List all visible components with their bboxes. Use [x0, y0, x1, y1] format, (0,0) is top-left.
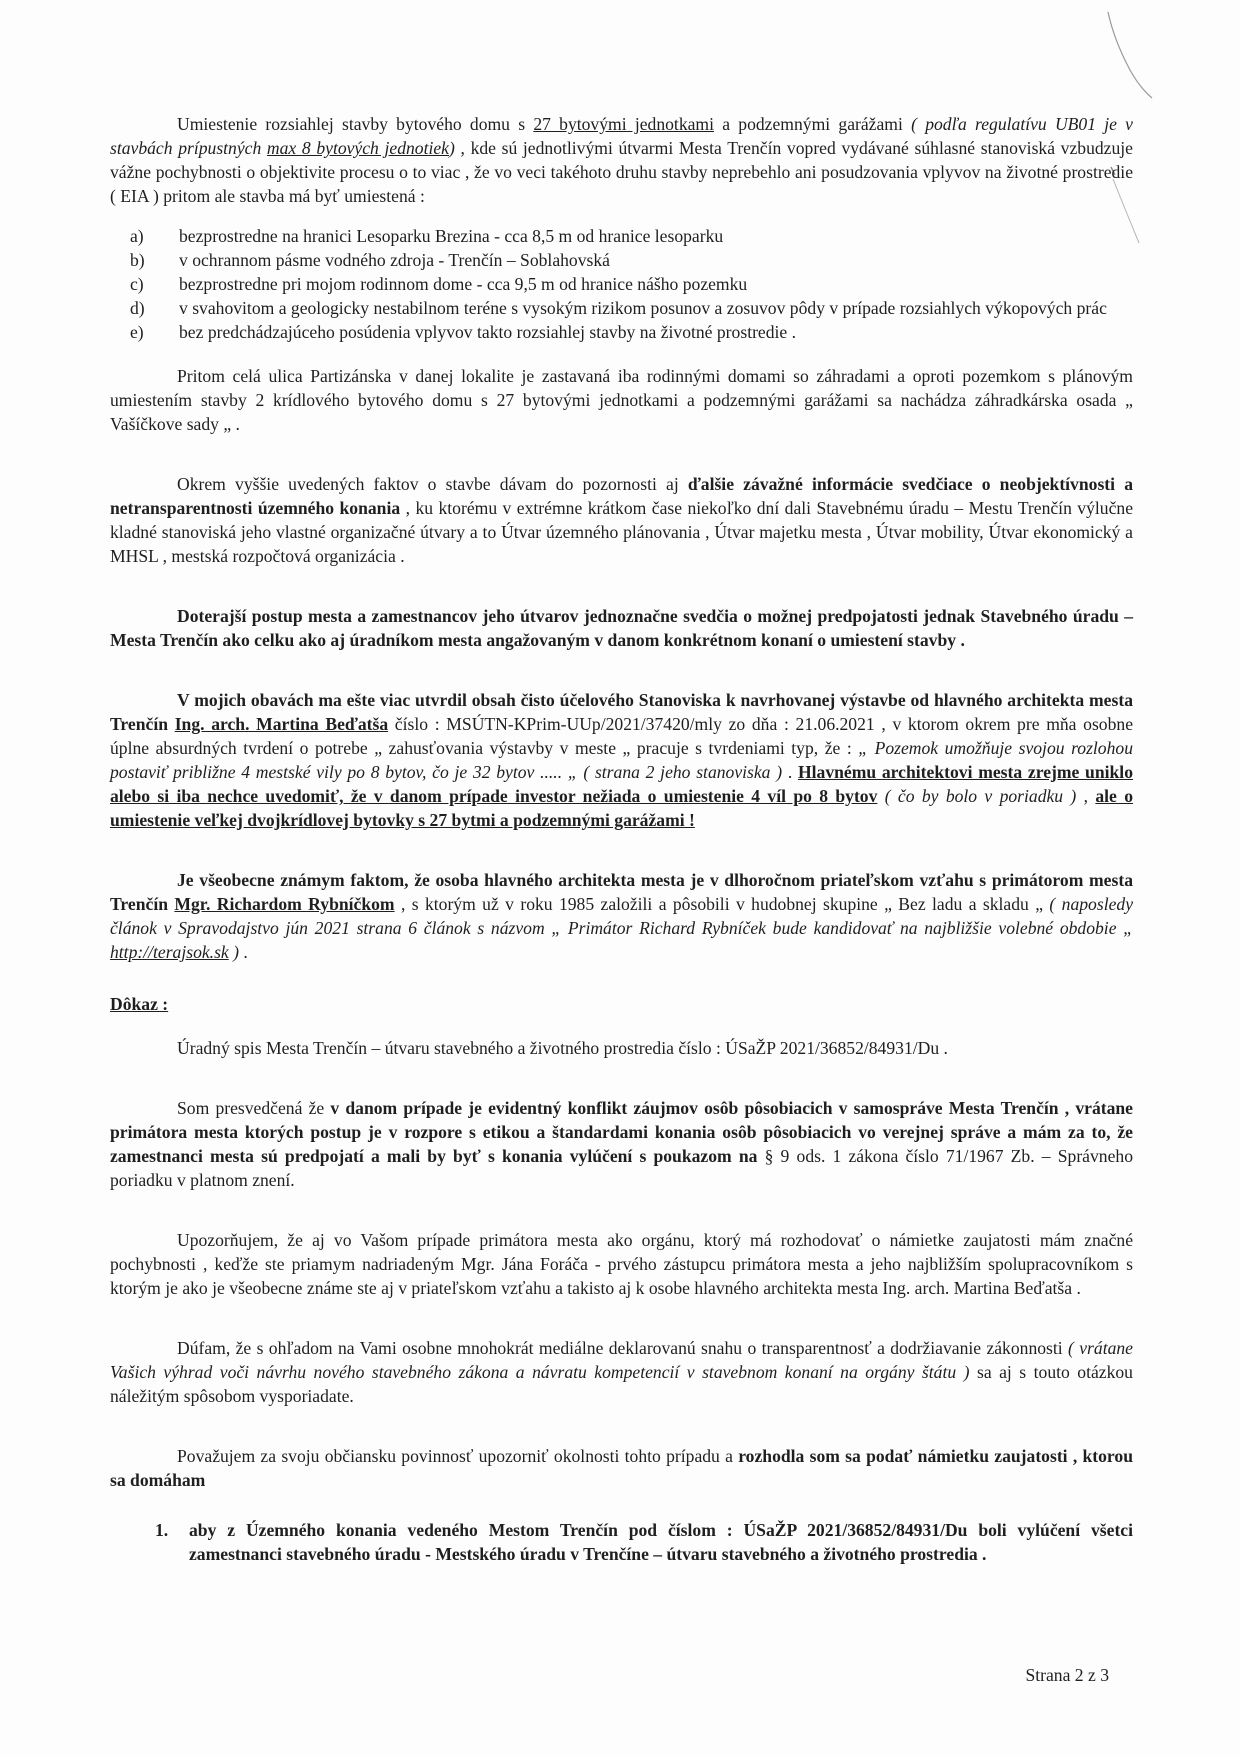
list-label: e): [130, 322, 144, 342]
paragraph-6: [110, 868, 1133, 964]
italic-text: ): [228, 942, 240, 962]
list-text: v svahovitom a geologicky nestabilnom teréne s vysokým rizikom posunov a zosuvov pôdy v prípade rozsiahlych výkopových prác: [179, 298, 1107, 318]
bold-text: V mojich obavách ma ešte viac utvrdil obsah čisto účelového Stanoviska k navrhovanej výstavbe od hlavného architekta mesta Trenčín: [110, 690, 1133, 734]
bold-text: Doterajší postup mesta a zamestnancov jeho útvarov jednoznačne svedčia o možnej predpojatosti jednak Stavebného úradu – Mesta Trenčín ako celku ako aj úradníkom mesta angažovaným v danom konkrétnom konaní o umiestení stavby .: [110, 606, 1133, 650]
bold-text: rozhodla som sa podať námietku zaujatosti , ktorou sa domáham: [110, 1446, 1134, 1490]
text: číslo : MSÚTN-KPrim-UUp/2021/37420/mly zo dňa : 21.06.2021 , v ktorom okrem pre mňa osobne úplne absurdných tvrdení o potrebe „ zahusťovania výstavby v meste „ pracuje s tvrdeniami typ, že :: [110, 714, 1134, 758]
page-number: Strana 2 z 3: [1025, 1665, 1109, 1685]
list-label: d): [130, 298, 145, 318]
italic-quote: „ Pozemok umožňuje svojou rozlohou postaviť približne 4 mestské vily po 8 bytov, čo je 32 bytov ..... „ ( strana 2 jeho stanoviska ): [110, 738, 1133, 782]
text: .: [239, 942, 248, 962]
bold-underlined-name: Ing. arch. Martina Beďatša: [174, 714, 389, 734]
italic-underlined-text: max 8 bytových jednotiek: [266, 138, 449, 158]
italic-text: ( naposledy článok v Spravodajstvo jún 2021 strana 6 článok s názvom „ Primátor Richard Rybníček bude kandidovať na najbližšie volebné obdobie „: [110, 894, 1133, 938]
text: .: [782, 762, 798, 782]
bold-text: v danom prípade je evidentný konflikt záujmov osôb pôsobiacich v samospráve Mesta Trenčín , vrátane primátora mesta ktorých postup je v rozpore s etikou a štandardami konania osôb pôsobiacich vo verejnej správe a mám za to, že zamestnanci mesta sú predpojatí a mali by byť s konania vylúčení s poukazom na: [110, 1098, 1133, 1166]
list-text: bezprostredne pri mojom rodinnom dome - cca 9,5 m od hranice nášho pozemku: [179, 274, 748, 294]
bold-text: ďalšie závažné informácie svedčiace o neobjektívnosti a netransparentnosti územného konania: [110, 474, 1133, 518]
italic-text: ): [449, 138, 455, 158]
list-text: bez predchádzajúceho posúdenia vplyvov takto rozsiahlej stavby na životné prostredie .: [179, 322, 797, 342]
text: Považujem za svoju občiansku povinnosť upozorniť okolnosti tohto prípadu a: [177, 1446, 739, 1466]
list-item: [110, 224, 1133, 248]
list-item: [110, 248, 1133, 272]
paragraph-3: [110, 472, 1133, 568]
text: sa aj s touto otázkou náležitým spôsobom vysporiadate.: [110, 1362, 1133, 1406]
text: , kde sú jednotlivými útvarmi Mesta Trenčín vopred vydávané súhlasné stanoviská vzbudzuje vážne pochybnosti o objektivite procesu o to viac , že vo veci takéhoto druhu stavby neprebehlo ani posudzovania vplyvov na životné prostredie ( EIA ) pritom ale stavba má byť umiestená :: [110, 138, 1133, 206]
bold-text: Je všeobecne známym faktom, že osoba hlavného architekta mesta je v dlhoročnom priateľskom vzťahu s primátorom mesta Trenčín: [110, 870, 1133, 914]
item-number: 1.: [155, 1520, 169, 1540]
numbered-item: [110, 1518, 1133, 1566]
evidence-text: Úradný spis Mesta Trenčín – útvaru stavebného a životného prostredia číslo : ÚSaŽP 2021/36852/84931/Du .: [177, 1038, 948, 1058]
bold-underlined-name: Mgr. Richardom Rybníčkom: [174, 894, 395, 914]
text: Som presvedčená že: [177, 1098, 331, 1118]
text: Dúfam, že s ohľadom na Vami osobne mnohokrát mediálne deklarovanú snahu o transparentnosť a dodržiavanie zákonnosti: [177, 1338, 1069, 1358]
text: ,: [1083, 786, 1096, 806]
list-label: c): [130, 274, 144, 294]
paragraph-5: [110, 688, 1133, 832]
evidence-label: Dôkaz :: [110, 994, 169, 1014]
bold-underlined-text: ale o umiestenie veľkej dvojkrídlovej bytovky s 27 bytmi a podzemnými garážami !: [110, 786, 1134, 830]
scan-artifact-line: [1100, 10, 1160, 100]
list-text: bezprostredne na hranici Lesoparku Brezina - cca 8,5 m od hranice lesoparku: [179, 226, 724, 246]
paragraph-7: [110, 1096, 1133, 1192]
paragraph-2: Pritom celá ulica Partizánska v danej lokalite je zastavaná iba rodinnými domami so záhradami a oproti pozemkom s plánovým umiestením stavby 2 krídlového bytového domu s 27 bytovými jednotkami a podzemnými garážami sa nachádza záhradkárska osada „ Vašíčkove sady „ .: [110, 366, 1133, 434]
text: Umiestenie rozsiahlej stavby bytového domu s: [177, 114, 534, 134]
paragraph-1: [110, 112, 1133, 208]
text: § 9 ods. 1 zákona číslo 71/1967 Zb. – Správneho poriadku v platnom znení.: [110, 1146, 1133, 1190]
list-item: [110, 320, 1133, 344]
reasons-list: [110, 224, 1133, 344]
bold-underlined-text: Hlavnému architektovi mesta zrejme uniklo alebo si iba nechce uvedomiť, že v danom prípade investor nežiada o umiestenie 4 víl po 8 bytov: [110, 762, 1133, 806]
underlined-text: 27 bytovými jednotkami: [533, 114, 714, 134]
item-text: aby z Územného konania vedeného Mestom Trenčín pod číslom : ÚSaŽP 2021/36852/84931/Du boli vylúčení všetci zamestnanci stavebného úradu - Mestského úradu v Trenčíne – útvaru stavebného a životného prostredia .: [189, 1520, 1133, 1564]
list-label: b): [130, 250, 145, 270]
text: , ku ktorému v extrémne krátkom čase niekoľko dní dali Stavebnému úradu – Mestu Trenčín výlučne kladné stanoviská jeho vlastné organizačné útvary a to Útvar územného plánovania , Útvar majetku mesta , Útvar mobility, Útvar ekonomický a MHSL , mestská rozpočtová organizácia .: [110, 498, 1133, 566]
list-label: a): [130, 226, 144, 246]
text: a podzemnými garážami: [714, 114, 912, 134]
list-text: v ochrannom pásme vodného zdroja - Trenčín – Soblahovská: [179, 250, 610, 270]
text: Okrem vyššie uvedených faktov o stavbe dávam do pozornosti aj: [177, 474, 688, 494]
paragraph-9: [110, 1336, 1133, 1408]
italic-text: ( čo by bolo v poriadku ): [877, 786, 1084, 806]
link[interactable]: http://terajsok.sk: [110, 942, 229, 962]
list-item: [110, 296, 1133, 320]
italic-text: ( vrátane Vašich výhrad voči návrhu nového stavebného zákona a návratu kompetencií v stavebnom konaní na orgány štátu ): [110, 1338, 1133, 1382]
italic-text: ( podľa regulatívu UB01 je v stavbách prípustných: [110, 114, 1133, 158]
paragraph-8: Upozorňujem, že aj vo Vašom prípade primátora mesta ako orgánu, ktorý má rozhodovať o námietke zaujatosti mám značné pochybnosti , keďže ste priamym nadriadeným Mgr. Jána Foráča - prvého zástupcu primátora mesta a jeho najbližším spolupracovníkom s ktorým je ako je všeobecne známe ste aj v priateľskom vzťahu a takisto aj k osobe hlavného architekta mesta Ing. arch. Martina Beďatša .: [110, 1230, 1133, 1298]
letter-body: [110, 112, 1133, 1566]
list-item: [110, 272, 1133, 296]
evidence-heading: [110, 992, 1133, 1016]
text: , s ktorým už v roku 1985 založili a pôsobili v hudobnej skupine „ Bez ladu a skladu „: [394, 894, 1050, 914]
paragraph-4: [110, 604, 1133, 652]
paragraph-10: [110, 1444, 1133, 1492]
